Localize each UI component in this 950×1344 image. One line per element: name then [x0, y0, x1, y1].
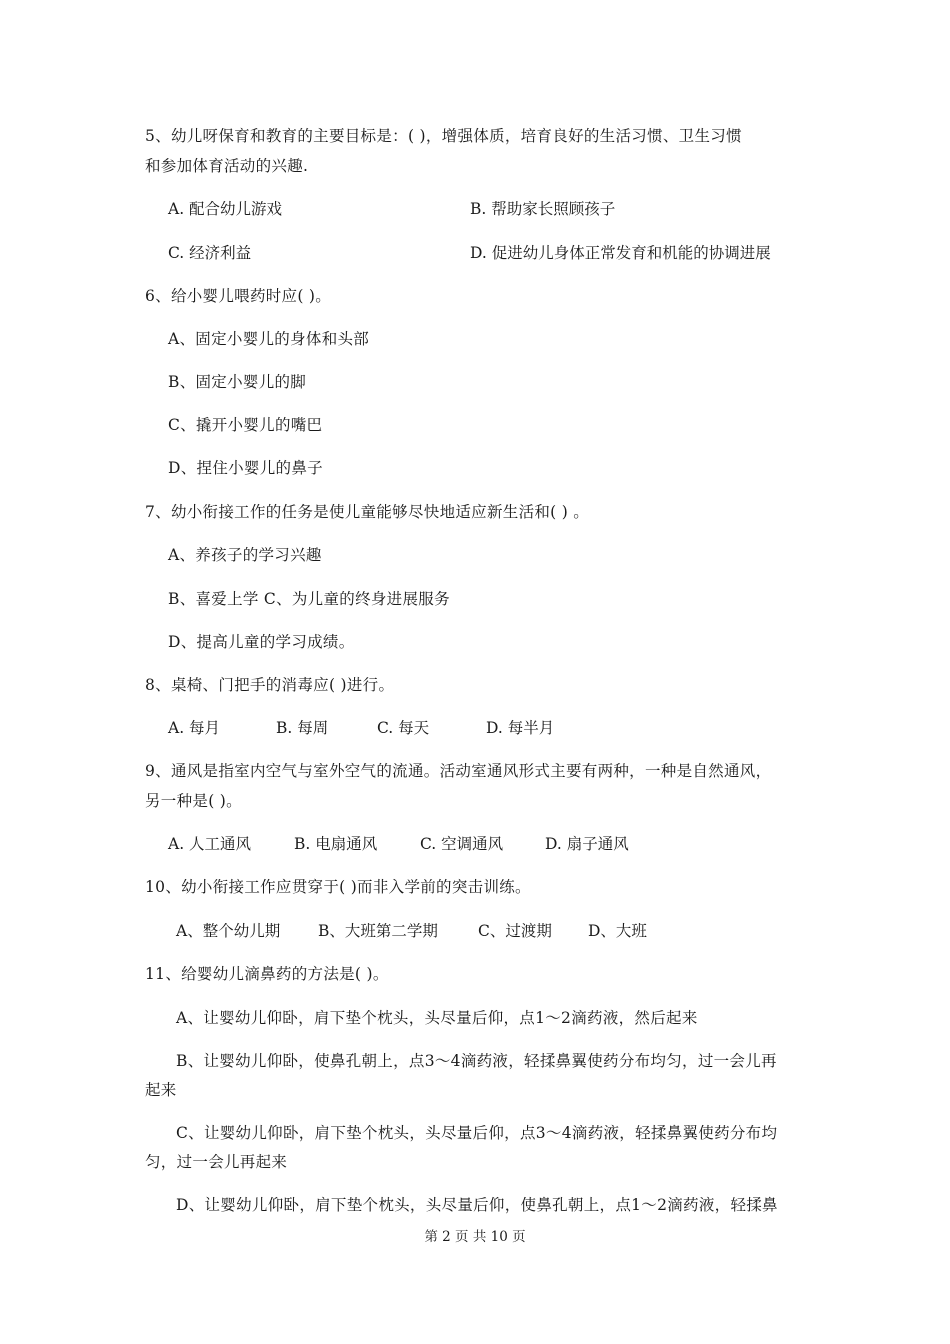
q9-stem-line-1: 9、通风是指室内空气与室外空气的流通。活动室通风形式主要有两种，一种是自然通风，	[145, 762, 772, 780]
q6-stem: 6、给小婴儿喂药时应( )。	[145, 287, 332, 305]
q5-stem-line-2: 和参加体育活动的兴趣.	[145, 157, 309, 175]
q9-option-b[interactable]: B. 电扇通风	[294, 835, 378, 853]
q7-option-a[interactable]: A、养孩子的学习兴趣	[168, 546, 322, 564]
q11-option-c-line-1[interactable]: C、让婴幼儿仰卧，肩下垫个枕头，头尽量后仰，点3～4滴药液，轻揉鼻翼使药分布均	[176, 1124, 778, 1142]
q7-option-d[interactable]: D、提高儿童的学习成绩。	[168, 633, 355, 651]
q8-option-b[interactable]: B. 每周	[276, 719, 329, 737]
q8-option-d[interactable]: D. 每半月	[486, 719, 555, 737]
q6-option-a[interactable]: A、固定小婴儿的身体和头部	[168, 330, 370, 348]
q7-stem: 7、幼小衔接工作的任务是使儿童能够尽快地适应新生活和( ) 。	[145, 503, 590, 521]
q9-option-c[interactable]: C. 空调通风	[420, 835, 504, 853]
q6-option-b[interactable]: B、固定小婴儿的脚	[168, 373, 307, 391]
q6-option-d[interactable]: D、捏住小婴儿的鼻子	[168, 459, 323, 477]
q8-option-c[interactable]: C. 每天	[377, 719, 430, 737]
q8-stem: 8、桌椅、门把手的消毒应( )进行。	[145, 676, 395, 694]
q5-stem-line-1: 5、幼儿呀保育和教育的主要目标是：( )，增强体质，培育良好的生活习惯、卫生习惯	[145, 127, 742, 145]
q11-option-b-line-2[interactable]: 起来	[145, 1081, 177, 1099]
q10-option-c[interactable]: C、过渡期	[478, 922, 552, 940]
q6-option-c[interactable]: C、撬开小婴儿的嘴巴	[168, 416, 323, 434]
q9-option-a[interactable]: A. 人工通风	[168, 835, 252, 853]
q5-option-b[interactable]: B. 帮助家长照顾孩子	[470, 200, 616, 218]
q10-stem: 10、幼小衔接工作应贯穿于( )而非入学前的突击训练。	[145, 878, 531, 896]
q5-option-a[interactable]: A. 配合幼儿游戏	[168, 200, 283, 218]
q11-stem: 11、给婴幼儿滴鼻药的方法是( )。	[145, 965, 389, 983]
q8-option-a[interactable]: A. 每月	[168, 719, 221, 737]
q9-option-d[interactable]: D. 扇子通风	[545, 835, 629, 853]
q10-option-b[interactable]: B、大班第二学期	[318, 922, 438, 940]
q10-option-d[interactable]: D、大班	[588, 922, 647, 940]
q10-option-a[interactable]: A、整个幼儿期	[176, 922, 281, 940]
q7-option-b-c[interactable]: B、喜爱上学 C、为儿童的终身进展服务	[168, 590, 450, 608]
q11-option-b-line-1[interactable]: B、让婴幼儿仰卧，使鼻孔朝上，点3～4滴药液，轻揉鼻翼使药分布均匀，过一会儿再	[176, 1052, 777, 1070]
q11-option-c-line-2[interactable]: 匀，过一会儿再起来	[145, 1153, 288, 1171]
q11-option-d-line-1[interactable]: D、让婴幼儿仰卧，肩下垫个枕头，头尽量后仰，使鼻孔朝上，点1～2滴药液，轻揉鼻	[176, 1196, 778, 1214]
q5-option-d[interactable]: D. 促进幼儿身体正常发育和机能的协调进展	[470, 244, 771, 262]
q5-option-c[interactable]: C. 经济利益	[168, 244, 252, 262]
q11-option-a[interactable]: A、让婴幼儿仰卧，肩下垫个枕头，头尽量后仰，点1～2滴药液，然后起来	[176, 1009, 698, 1027]
page-number-footer: 第 2 页 共 10 页	[424, 1229, 526, 1245]
q9-stem-line-2: 另一种是( )。	[145, 792, 242, 810]
